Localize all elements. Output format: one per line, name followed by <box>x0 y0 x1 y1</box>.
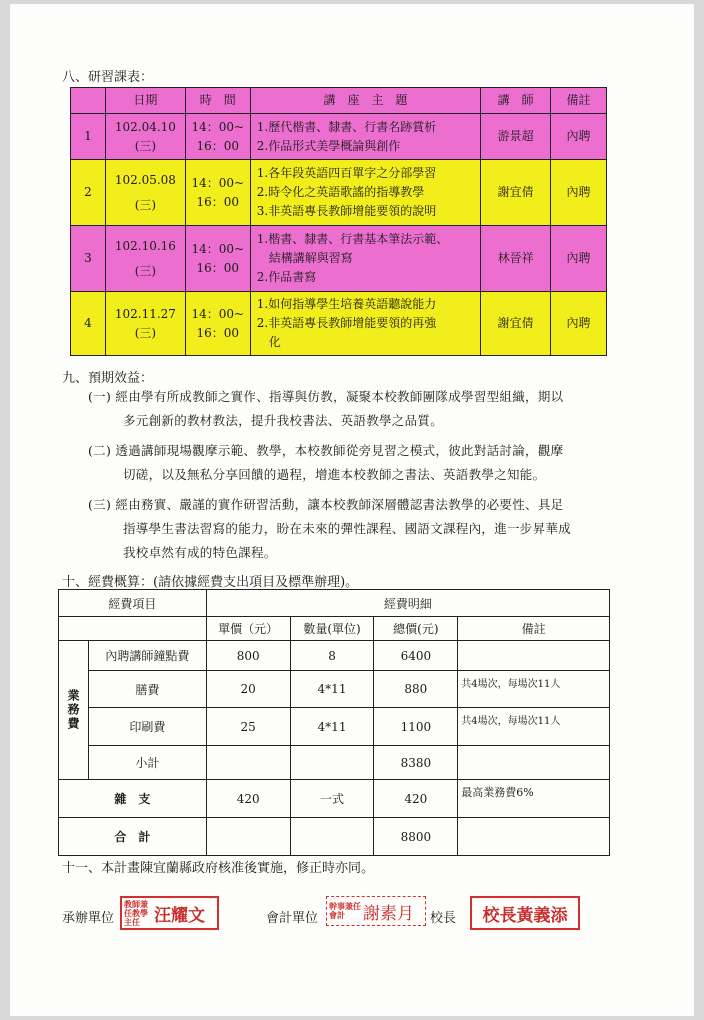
row-time-cell <box>185 114 250 160</box>
section10-heading: 十、經費概算：(請依據經費支出項目及標準辦理)。 <box>62 575 359 590</box>
row-no: 1 <box>71 114 106 160</box>
budget-row-item: 內聘講師鐘點費 <box>88 641 206 671</box>
row-topic: 化 <box>268 335 281 349</box>
benefit-line: (二) 透過講師現場觀摩示範、教學，本校教師從旁見習之模式，彼此對話討論，觀摩 <box>88 443 564 458</box>
budget-row-price <box>206 746 290 780</box>
row-no: 3 <box>71 226 106 292</box>
row-topic: 結構講解與習寫 <box>256 251 353 265</box>
budget-row-price: 20 <box>206 671 290 708</box>
row-note: 內聘 <box>551 114 607 160</box>
budget-row-note: 共4場次，每場次11人 <box>458 708 610 746</box>
row-topic: 2.時令化之英語歌謠的指導教學 <box>256 185 425 199</box>
row-time-start: 14：00~ <box>191 306 245 321</box>
budget-sum-total: 8800 <box>374 818 458 856</box>
benefit-line: (三) 經由務實、嚴謹的實作研習活動，讓本校教師深層體認書法教學的必要性、具足 <box>88 497 564 512</box>
budget-sum-empty <box>206 818 290 856</box>
budget-category: 業務費 <box>59 641 89 780</box>
document-page <box>10 4 694 1016</box>
budget-empty-cell <box>59 617 207 641</box>
budget-row-price: 800 <box>206 641 290 671</box>
organizer-seal <box>120 896 219 930</box>
row-topic: 2.作品形式美學概論與創作 <box>256 138 401 153</box>
row-topic: 1.各年段英語四百單字之分部學習 <box>256 166 437 180</box>
budget-misc-qty: 一式 <box>290 780 374 818</box>
header-topic: 講 座 主 題 <box>250 88 480 114</box>
row-date-cell <box>105 292 185 356</box>
row-weekday: (三) <box>134 325 157 340</box>
budget-row-item: 印刷費 <box>88 708 206 746</box>
benefit-line: 指導學生書法習寫的能力，盼在未來的彈性課程、國語文課程內，進一步昇華成 <box>123 521 572 536</box>
header-no <box>71 88 106 114</box>
principal-label: 校長 <box>430 911 457 926</box>
budget-row-qty: 4*11 <box>290 671 374 708</box>
row-lecturer: 游景超 <box>481 114 551 160</box>
benefit-line: 我校卓然有成的特色課程。 <box>123 545 277 560</box>
row-time-end: 16：00 <box>196 325 240 340</box>
budget-item-header: 經費項目 <box>59 590 207 617</box>
section9-heading: 九、預期效益： <box>62 371 154 386</box>
budget-row-item: 小計 <box>88 746 206 780</box>
row-topic: 1.歷代楷書、隸書、行書名跡賞析 <box>256 119 437 134</box>
col-header-qty: 數量(單位) <box>290 617 374 641</box>
row-no: 2 <box>71 160 106 226</box>
row-topic-cell <box>250 160 480 226</box>
col-header-price: 單價（元） <box>206 617 290 641</box>
budget-row-price: 25 <box>206 708 290 746</box>
budget-row-total: 880 <box>374 671 458 708</box>
organizer-label: 承辦單位 <box>62 911 115 926</box>
benefit-item <box>88 493 628 565</box>
budget-row-note <box>458 746 610 780</box>
budget-row-total: 6400 <box>374 641 458 671</box>
row-date-cell <box>105 226 185 292</box>
section11-text: 十一、本計畫陳宜蘭縣政府核准後實施，修正時亦同。 <box>62 861 375 876</box>
benefit-line: 多元創新的教材教法，提升我校書法、英語教學之品質。 <box>123 413 444 428</box>
row-topic-cell <box>250 114 480 160</box>
header-date: 日期 <box>105 88 185 114</box>
header-time: 時 間 <box>185 88 250 114</box>
budget-row-total: 1100 <box>374 708 458 746</box>
organizer-seal-title: 教師兼任教學主任 <box>124 898 148 927</box>
budget-row-note: 共4場次，每場次11人 <box>458 671 610 708</box>
benefit-line: 切磋，以及無私分享回饋的過程，增進本校教師之書法、英語教學之知能。 <box>123 467 546 482</box>
row-topic: 1.如何指導學生培養英語聽說能力 <box>256 297 437 311</box>
budget-misc-item: 雜 支 <box>59 780 207 818</box>
row-topic-cell <box>250 292 480 356</box>
organizer-seal-name: 汪耀文 <box>154 905 205 926</box>
header-lecturer: 講 師 <box>481 88 551 114</box>
accounting-seal-title: 幹事兼任會計 <box>329 901 361 920</box>
benefit-line: (一) 經由學有所成教師之實作、指導與仿教，凝聚本校教師團隊成學習型組織，期以 <box>88 389 564 404</box>
row-topic-cell <box>250 226 480 292</box>
row-time-start: 14：00~ <box>191 119 245 134</box>
row-time-cell <box>185 226 250 292</box>
budget-sum-item: 合 計 <box>59 818 207 856</box>
row-lecturer: 林晉祥 <box>481 226 551 292</box>
row-weekday: (三) <box>134 138 157 153</box>
row-time-end: 16：00 <box>196 194 240 209</box>
principal-seal: 校長黃義添 <box>470 896 580 930</box>
col-header-note: 備註 <box>458 617 610 641</box>
row-weekday: (三) <box>134 263 157 278</box>
row-lecturer: 謝宜倩 <box>481 292 551 356</box>
row-topic: 2.作品書寫 <box>256 270 317 284</box>
row-topic: 3.非英語專長教師增能要領的說明 <box>256 204 437 218</box>
budget-table <box>58 589 610 856</box>
budget-row-qty: 4*11 <box>290 708 374 746</box>
budget-misc-note: 最高業務費6% <box>458 780 610 818</box>
row-time-cell <box>185 160 250 226</box>
row-date: 102.05.08 <box>114 172 176 187</box>
row-date: 102.11.27 <box>114 306 176 321</box>
row-time-end: 16：00 <box>196 260 240 275</box>
row-date: 102.10.16 <box>114 238 176 253</box>
budget-row-item: 膳費 <box>88 671 206 708</box>
row-topic: 1.楷書、隸書、行書基本筆法示範、 <box>256 232 449 246</box>
budget-misc-total: 420 <box>374 780 458 818</box>
row-lecturer: 謝宜倩 <box>481 160 551 226</box>
row-time-end: 16：00 <box>196 138 240 153</box>
budget-detail-header: 經費明細 <box>206 590 609 617</box>
schedule-row <box>71 292 607 356</box>
schedule-header-row <box>71 88 607 114</box>
row-date-cell <box>105 114 185 160</box>
schedule-table <box>70 87 607 356</box>
schedule-row <box>71 160 607 226</box>
budget-sum-empty <box>290 818 374 856</box>
row-time-start: 14：00~ <box>191 241 245 256</box>
budget-row-total: 8380 <box>374 746 458 780</box>
schedule-row <box>71 114 607 160</box>
accounting-seal-name: 謝素月 <box>363 903 414 924</box>
row-no: 4 <box>71 292 106 356</box>
row-date: 102.04.10 <box>114 119 176 134</box>
accounting-seal <box>326 896 426 926</box>
row-weekday: (三) <box>134 197 157 212</box>
row-note: 內聘 <box>551 226 607 292</box>
row-time-cell <box>185 292 250 356</box>
header-note: 備註 <box>551 88 607 114</box>
row-note: 內聘 <box>551 292 607 356</box>
col-header-total: 總價(元) <box>374 617 458 641</box>
budget-row-note <box>458 641 610 671</box>
row-note: 內聘 <box>551 160 607 226</box>
row-date-cell <box>105 160 185 226</box>
row-time-start: 14：00~ <box>191 175 245 190</box>
budget-misc-price: 420 <box>206 780 290 818</box>
budget-row-qty: 8 <box>290 641 374 671</box>
schedule-row <box>71 226 607 292</box>
budget-sum-empty <box>458 818 610 856</box>
accounting-label: 會計單位 <box>266 911 319 926</box>
section8-heading: 八、研習課表： <box>62 70 154 85</box>
benefit-item <box>88 439 628 487</box>
row-topic: 2.非英語專長教師增能要領的再強 <box>256 316 437 330</box>
benefit-item <box>88 385 628 433</box>
budget-row-qty <box>290 746 374 780</box>
